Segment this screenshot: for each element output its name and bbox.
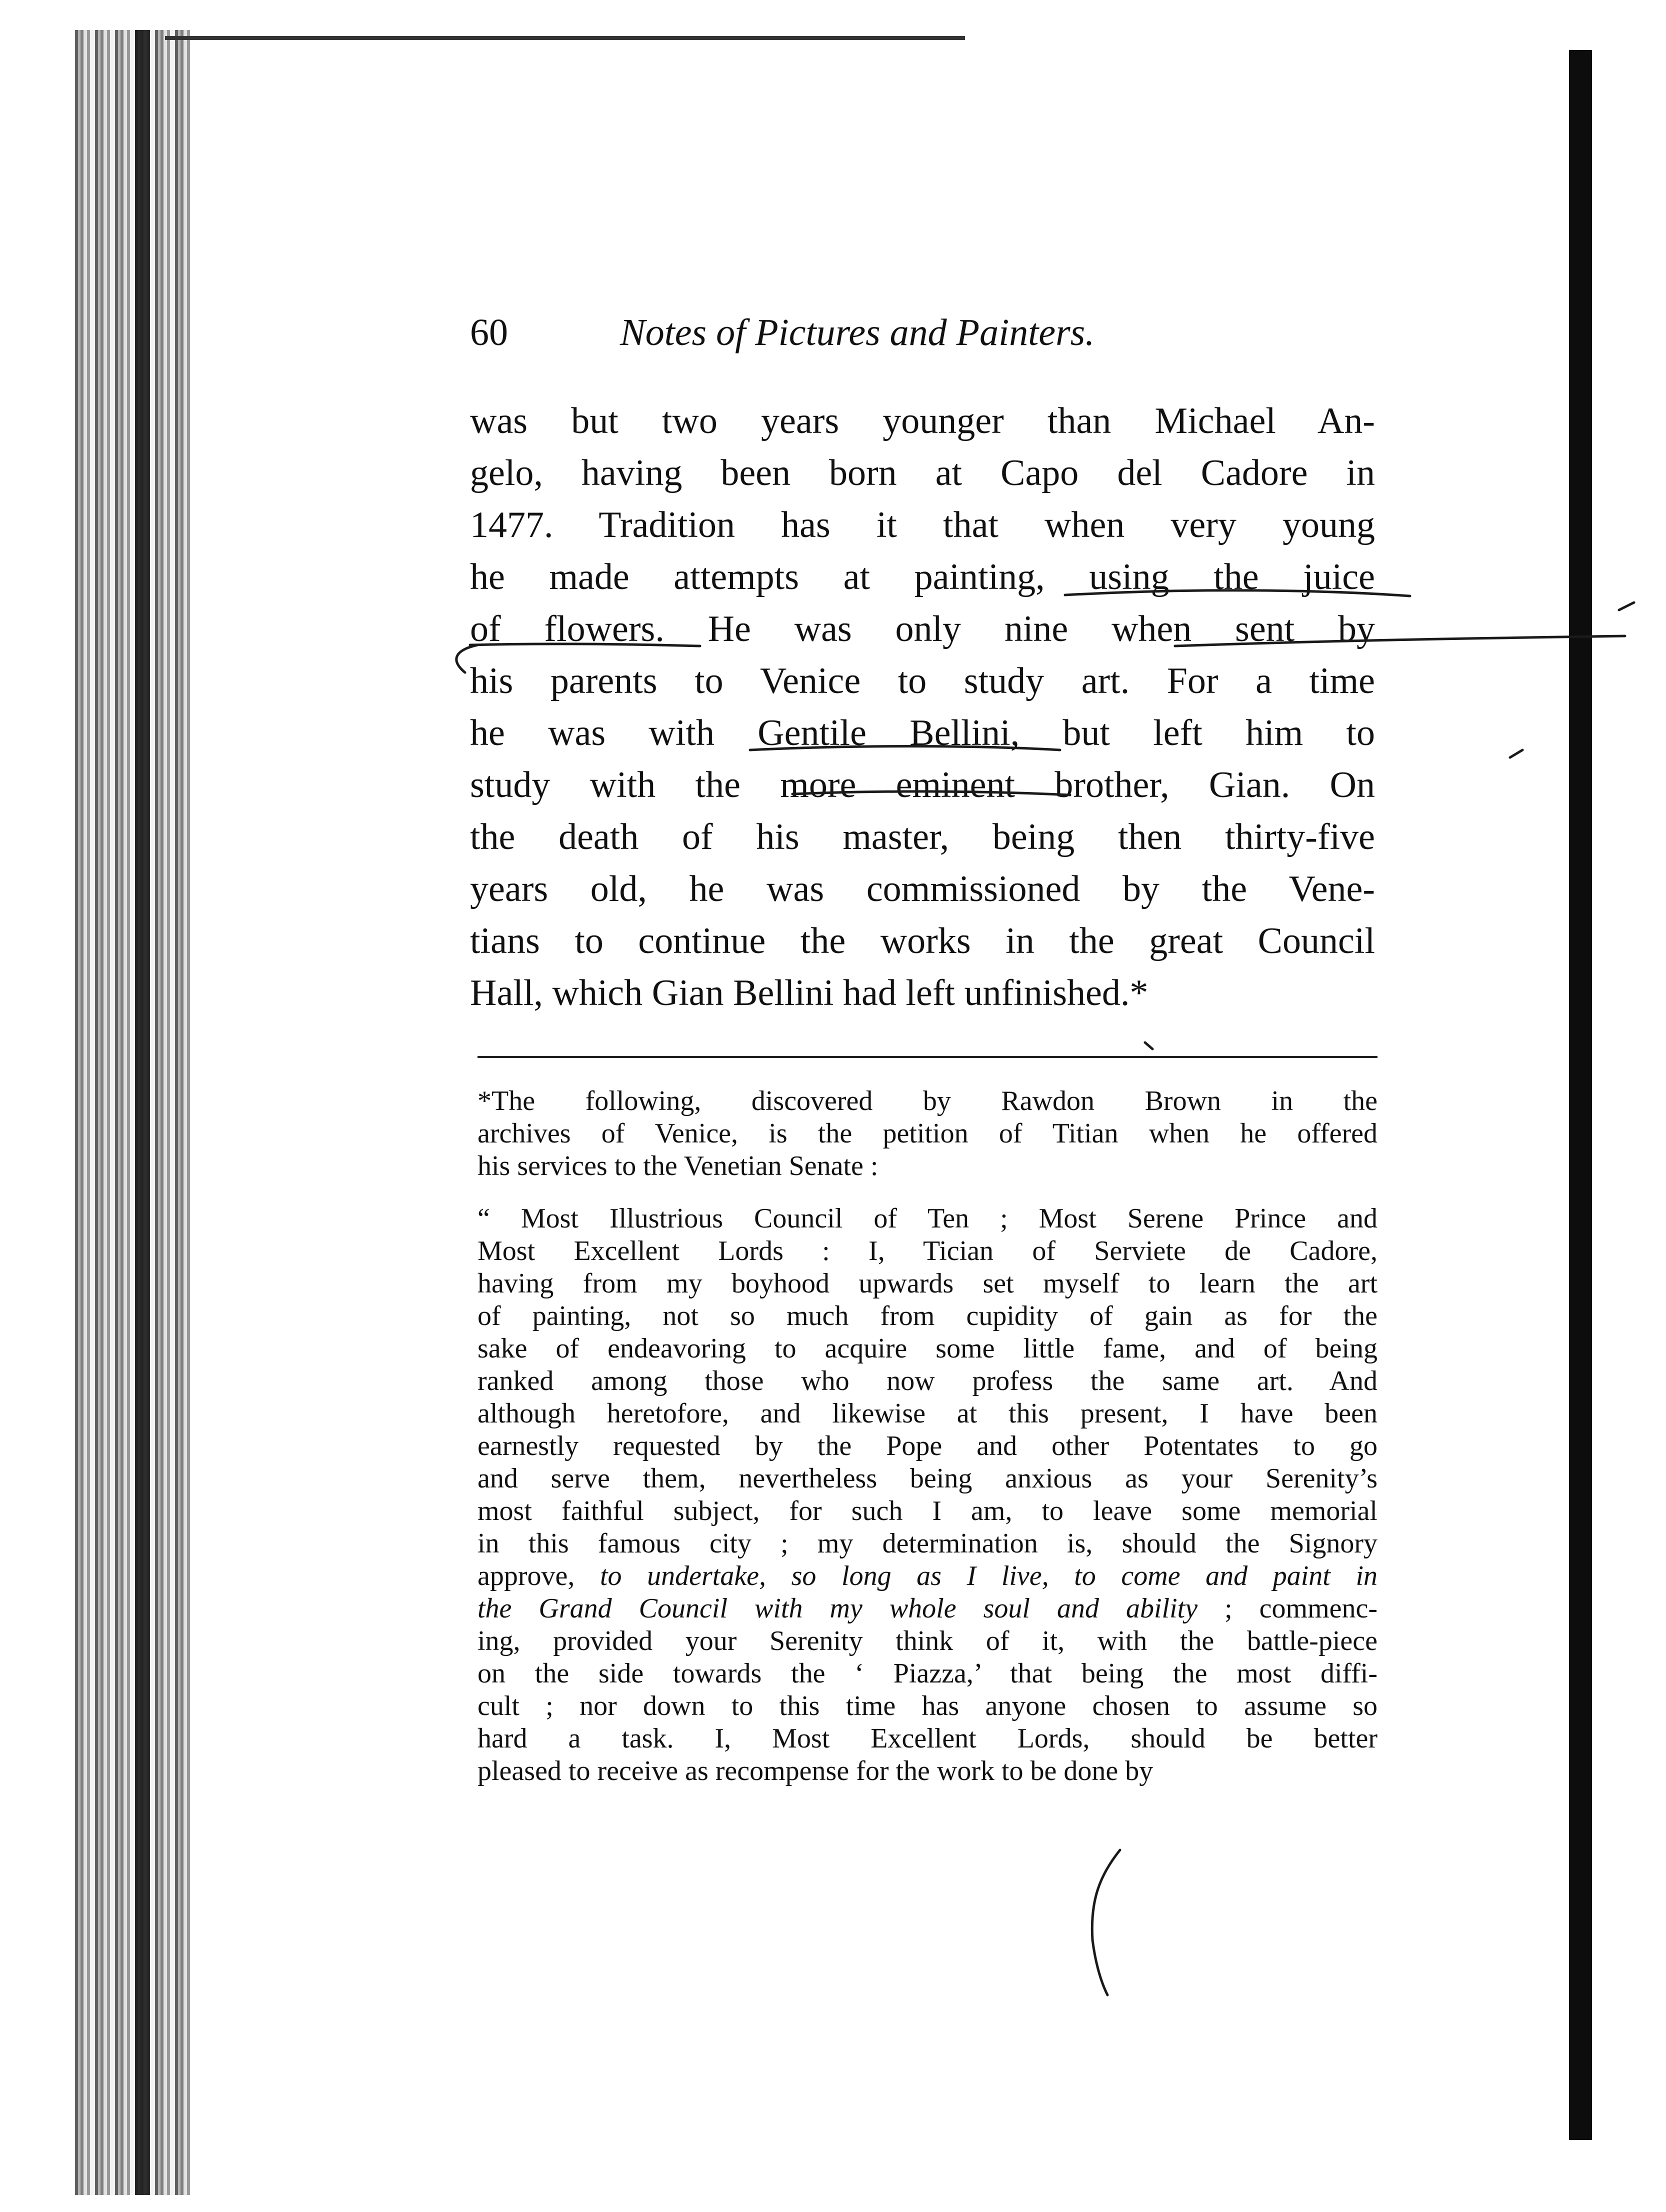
footnote-line: ing, provided your Serenity think of it, with the battle-piece bbox=[478, 1626, 1378, 1656]
pen-mark bbox=[1145, 1042, 1152, 1049]
footnote-divider bbox=[478, 1056, 1378, 1058]
footnote-line: ranked among those who now profess the same art. And bbox=[478, 1366, 1378, 1396]
footnote-line: earnestly requested by the Pope and other Potentates to go bbox=[478, 1430, 1378, 1462]
body-line: was but two years younger than Michael An- bbox=[470, 400, 1375, 442]
body-paragraph bbox=[470, 395, 1375, 1019]
footnote-line: *The following, discovered by Rawdon Brown in the bbox=[478, 1086, 1378, 1116]
body-line: the death of his master, being then thirty-five bbox=[470, 816, 1375, 858]
footnote-text: approve, bbox=[478, 1560, 600, 1592]
footnote-line: pleased to receive as recompense for the work to be done by bbox=[478, 1756, 1154, 1786]
scan-binding-shadow bbox=[135, 30, 150, 2195]
footnote-line bbox=[478, 1560, 1378, 1592]
scan-right-border bbox=[1569, 50, 1592, 2140]
footnote-line: “ Most Illustrious Council of Ten ; Most Serene Prince and bbox=[478, 1203, 1378, 1234]
footnote-line: although heretofore, and likewise at this present, I have been bbox=[478, 1398, 1378, 1429]
footnote-line: sake of endeavoring to acquire some little fame, and of being bbox=[478, 1333, 1378, 1364]
footnote-text: ; commenc- bbox=[1198, 1593, 1378, 1624]
footnote-line: having from my boyhood upwards set myself to learn the art bbox=[478, 1268, 1378, 1299]
footnote-line: archives of Venice, is the petition of Titian when he offered bbox=[478, 1118, 1378, 1149]
footnote-line: hard a task. I, Most Excellent Lords, should be better bbox=[478, 1723, 1378, 1754]
footnote-line bbox=[478, 1592, 1378, 1625]
footnote-line: in this famous city ; my determination is, should the Signory bbox=[478, 1528, 1378, 1559]
running-title: Notes of Pictures and Painters. bbox=[620, 312, 1095, 354]
footnote-line: cult ; nor down to this time has anyone chosen to assume so bbox=[478, 1690, 1378, 1722]
footnote-line: and serve them, nevertheless being anxious as your Serenity’s bbox=[478, 1463, 1378, 1494]
body-line: of flowers. He was only nine when sent by bbox=[470, 608, 1375, 650]
body-line: his parents to Venice to study art. For a time bbox=[470, 660, 1375, 702]
footnote-line: of painting, not so much from cupidity of gain as for the bbox=[478, 1300, 1378, 1332]
footnote-line: most faithful subject, for such I am, to leave some memorial bbox=[478, 1496, 1378, 1526]
pen-mark bbox=[1092, 1940, 1108, 1995]
pen-mark bbox=[1510, 750, 1522, 758]
pen-mark bbox=[1619, 602, 1634, 610]
footnote-line: Most Excellent Lords : I, Tician of Serviete de Cadore, bbox=[478, 1236, 1378, 1266]
body-line: he was with Gentile Bellini, but left him to bbox=[470, 712, 1375, 754]
body-line: study with the more eminent brother, Gian. On bbox=[470, 764, 1375, 806]
page-number: 60 bbox=[470, 312, 508, 354]
body-line: years old, he was commissioned by the Vene- bbox=[470, 868, 1375, 910]
footnote-italic-text: the Grand Council with my whole soul and ability bbox=[478, 1593, 1198, 1624]
scan-edge-artifact bbox=[75, 30, 190, 2195]
body-line: tians to continue the works in the great Council bbox=[470, 920, 1375, 962]
footnote-line: on the side towards the ‘ Piazza,’ that being the most diffi- bbox=[478, 1658, 1378, 1689]
footnote-gap bbox=[478, 1182, 1378, 1202]
body-line: Hall, which Gian Bellini had left unfinished.* bbox=[470, 972, 1148, 1014]
footnote bbox=[478, 1085, 1378, 1788]
pen-mark bbox=[1092, 1850, 1120, 1940]
body-line: 1477. Tradition has it that when very young bbox=[470, 504, 1375, 546]
body-line: gelo, having been born at Capo del Cadore in bbox=[470, 452, 1375, 494]
page-header bbox=[470, 305, 1270, 360]
scan-top-rule bbox=[165, 36, 965, 40]
footnote-line: his services to the Venetian Senate : bbox=[478, 1150, 878, 1182]
body-line: he made attempts at painting, using the juice bbox=[470, 556, 1375, 598]
footnote-italic-text: to undertake, so long as I live, to come and paint in bbox=[600, 1560, 1378, 1592]
